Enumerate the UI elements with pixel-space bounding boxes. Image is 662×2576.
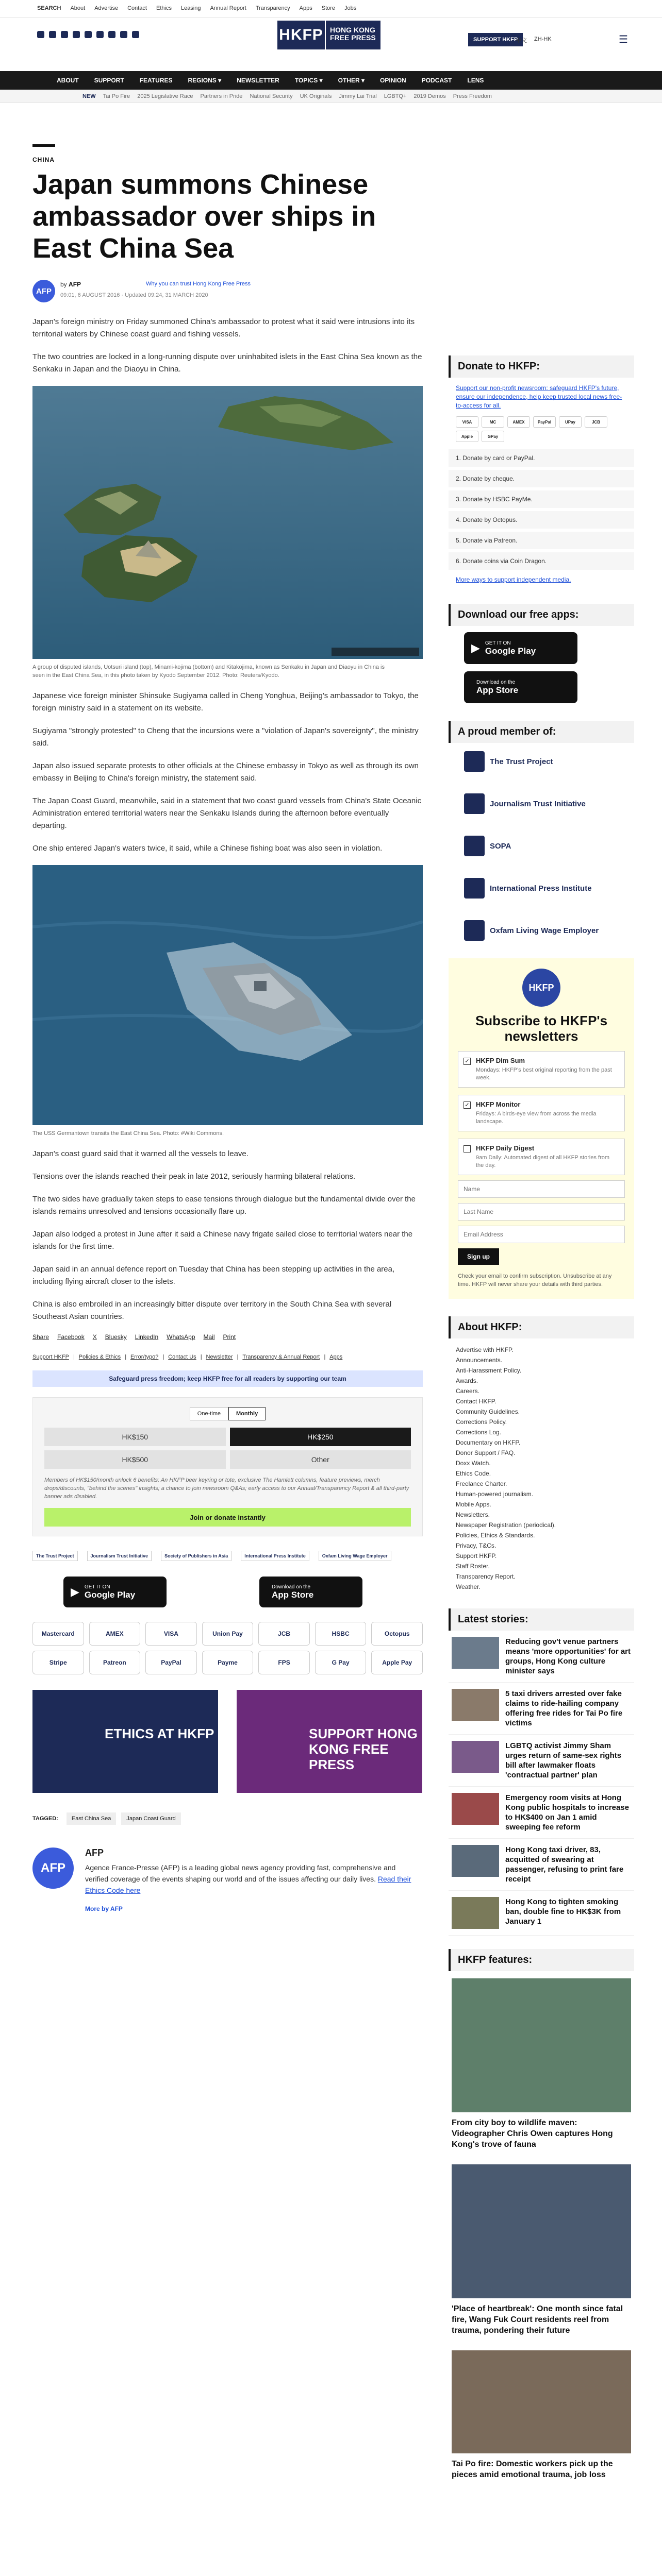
trending-item[interactable]: Press Freedom: [453, 93, 492, 99]
badge-bottom: Google Play: [485, 646, 536, 656]
story-item[interactable]: [449, 1891, 634, 1936]
about-link[interactable]: Mobile Apps.: [456, 1501, 491, 1508]
signup-button[interactable]: Sign up: [458, 1248, 499, 1265]
footer-link[interactable]: Transparency & Annual Report: [242, 1354, 320, 1360]
share-bar: [32, 1333, 423, 1341]
byline: [32, 280, 423, 306]
feature-item[interactable]: [449, 2343, 634, 2487]
donate-way[interactable]: 1. Donate by card or PayPal.: [449, 449, 634, 467]
about-link[interactable]: Weather.: [456, 1583, 481, 1590]
article-paragraph: The two sides have gradually taken steps to ease tensions through dialogue but the fundamental divide over the islands remains unresolved and tensions occasionally flare up.: [32, 1195, 416, 1216]
author-box: [32, 1848, 423, 1940]
pay-logo: Mastercard: [32, 1622, 84, 1646]
donate-way[interactable]: 5. Donate via Patreon.: [449, 532, 634, 549]
author-bio: [85, 1862, 415, 1896]
story-title[interactable]: LGBTQ activist Jimmy Sham urges return of same-sex rights bill after lawmaker floats 'contractual partner' plan: [505, 1741, 622, 1780]
about-link[interactable]: Corrections Log.: [456, 1429, 502, 1436]
footer-link[interactable]: Error/typo?: [130, 1354, 159, 1360]
story-title[interactable]: Hong Kong taxi driver, 83, acquitted of swearing at passenger, refusing to print fare receipt: [505, 1845, 624, 1884]
checkbox-unchecked[interactable]: [464, 1145, 471, 1153]
badge-top: GET IT ON: [485, 640, 511, 646]
join-donate-button[interactable]: Join or donate instantly: [44, 1508, 411, 1527]
newsletter-option-desc: Mondays: HKFP's best original reporting from the past week.: [476, 1067, 612, 1081]
pay-logo: VISA: [456, 416, 478, 428]
pay-logo: Apple Pay: [371, 1651, 423, 1674]
member-logo[interactable]: Oxfam Living Wage Employer: [319, 1551, 391, 1561]
top-link[interactable]: Ethics: [156, 5, 172, 11]
amount-option-selected[interactable]: HK$250: [230, 1428, 411, 1446]
donate-way[interactable]: 3. Donate by HSBC PayMe.: [449, 490, 634, 508]
badge-top: GET IT ON: [84, 1584, 110, 1590]
trending-item[interactable]: Tai Po Fire: [103, 93, 130, 99]
donate-ways: [449, 449, 634, 570]
top-link[interactable]: Annual Report: [210, 5, 246, 11]
telegram-icon[interactable]: [120, 31, 127, 38]
footer-link[interactable]: Apps: [329, 1354, 343, 1360]
article-paragraph: One ship entered Japan's waters twice, it said, while a Chinese fishing boat was also seen in violation.: [32, 844, 383, 853]
about-link[interactable]: Careers.: [456, 1387, 480, 1395]
article-paragraph: Tensions over the islands reached their peak in late 2012, seriously harming bilateral relations.: [32, 1172, 356, 1181]
donate-way[interactable]: 6. Donate coins via Coin Dragon.: [449, 552, 634, 570]
pay-logo: FPS: [258, 1651, 310, 1674]
pay-logo: AMEX: [507, 416, 530, 428]
newsletter-box: [449, 958, 634, 1299]
photo-caption: The USS Germantown transits the East China Sea. Photo: #Wiki Commons.: [32, 1130, 224, 1137]
top-link[interactable]: Transparency: [255, 5, 290, 11]
support-promo[interactable]: [237, 1690, 422, 1793]
about-link[interactable]: Support HKFP.: [456, 1552, 497, 1560]
about-link[interactable]: Policies, Ethics & Standards.: [456, 1532, 535, 1539]
member-perks: Members of HK$150/month unlock 6 benefits: An HKFP beer keyring or tote, exclusive The Hamlett columns, feature previews, merch drops/discounts, "behind the scenes" insights; a chance to join newsroom Q&As; early access to our Annual/Transparency Report & all third-party banner ads disabled.: [44, 1477, 409, 1500]
latest-heading: Latest stories:: [449, 1608, 634, 1631]
story-thumb: [452, 1845, 499, 1877]
top-link[interactable]: Contact: [127, 5, 147, 11]
nav-item-topics[interactable]: TOPICS ▾: [294, 77, 323, 84]
story-title[interactable]: Hong Kong to tighten smoking ban, double fine to HK$3K from January 1: [505, 1897, 621, 1926]
story-item[interactable]: [449, 1683, 634, 1735]
story-thumb: [452, 1689, 499, 1721]
member-oxfam[interactable]: [464, 916, 619, 945]
about-link[interactable]: Staff Roster.: [456, 1563, 490, 1570]
amount-option[interactable]: HK$500: [44, 1450, 226, 1469]
oxfam-icon: [464, 920, 485, 941]
about-link[interactable]: Contact HKFP.: [456, 1398, 496, 1405]
footer-link[interactable]: Contact Us: [168, 1354, 196, 1360]
story-item[interactable]: [449, 1839, 634, 1891]
pay-logo: MC: [482, 416, 504, 428]
pay-logo: AMEX: [89, 1622, 141, 1646]
story-title[interactable]: Emergency room visits at Hong Kong public hospitals to increase to HK$400 on Jan 1 amid sweeping fee reform: [505, 1793, 630, 1832]
footer-link[interactable]: Newsletter: [206, 1354, 233, 1360]
logo-name-line1: HONG KONG: [330, 26, 375, 34]
about-link[interactable]: Newspaper Registration (periodical).: [456, 1521, 556, 1529]
article-paragraph: Japanese vice foreign minister Shinsuke Sugiyama called in Cheng Yonghua, Beijing's ambassador to Tokyo, the foreign ministry said in a statement on its website.: [32, 691, 419, 713]
badge-bottom: App Store: [272, 1589, 314, 1600]
promo-title: ETHICS AT HKFP: [105, 1726, 214, 1741]
member-name: International Press Institute: [490, 884, 592, 893]
checkbox-checked[interactable]: ✓: [464, 1101, 471, 1109]
top-link[interactable]: Leasing: [180, 5, 201, 11]
about-link[interactable]: Privacy, T&Cs.: [456, 1542, 496, 1549]
pay-logo: Stripe: [32, 1651, 84, 1674]
name-input[interactable]: [458, 1180, 625, 1198]
newsletter-option[interactable]: [458, 1139, 625, 1175]
about-link[interactable]: Awards.: [456, 1377, 478, 1384]
about-section: [449, 1316, 634, 1598]
top-link[interactable]: Apps: [299, 5, 312, 11]
article-category[interactable]: CHINA: [32, 156, 55, 163]
freq-monthly[interactable]: Monthly: [228, 1407, 266, 1420]
author-avatar-large[interactable]: AFP: [32, 1848, 74, 1889]
google-play-badge[interactable]: [464, 632, 577, 664]
latest-stories: [449, 1608, 634, 1936]
top-link[interactable]: Jobs: [344, 5, 357, 11]
feature-image: [452, 2350, 631, 2453]
trending-item[interactable]: LGBTQ+: [384, 93, 407, 99]
article-date: 09:01, 6 AUGUST 2016 · Updated 09:24, 31 MARCH 2020: [60, 292, 208, 298]
about-link[interactable]: Advertise with HKFP.: [456, 1346, 514, 1353]
member-name: The Trust Project: [490, 757, 553, 766]
apps-heading: Download our free apps:: [449, 604, 634, 626]
member-sopa[interactable]: [464, 832, 619, 860]
trust-link[interactable]: Why you can trust Hong Kong Free Press: [146, 281, 251, 287]
member-name: SOPA: [490, 841, 511, 851]
byline-author: [60, 281, 81, 288]
donate-text: [449, 378, 634, 416]
story-title[interactable]: Reducing gov't venue partners means 'more opportunities' for art groups, Hong Kong culture minister says: [505, 1637, 631, 1675]
x-icon[interactable]: [49, 31, 56, 38]
donation-amounts: [44, 1428, 411, 1469]
newsletter-note: Check your email to confirm subscription. Unsubscribe at any time. HKFP will never share your details with third parties.: [458, 1273, 612, 1287]
article-paragraph: Japan's coast guard said that it warned all the vessels to leave.: [32, 1149, 249, 1158]
promo-banners: [32, 1690, 423, 1793]
tag[interactable]: East China Sea: [67, 1812, 116, 1825]
trust-project-icon: [464, 751, 485, 772]
photo-ship: [32, 865, 423, 1138]
share-x[interactable]: X: [92, 1333, 97, 1341]
sidebar-members: [449, 747, 634, 945]
more-by-author-link[interactable]: More by AFP: [85, 1905, 123, 1912]
jti-icon: [464, 793, 485, 814]
share-whatsapp[interactable]: WhatsApp: [167, 1333, 195, 1341]
member-logo[interactable]: International Press Institute: [241, 1551, 309, 1561]
threads-icon[interactable]: [73, 31, 80, 38]
article-tags: [32, 1812, 423, 1825]
share-facebook[interactable]: Facebook: [57, 1333, 85, 1341]
top-link[interactable]: Store: [321, 5, 336, 11]
pay-logo: JCB: [258, 1622, 310, 1646]
sidebar: [449, 355, 634, 2487]
author-avatar[interactable]: AFP: [32, 280, 55, 302]
pay-logo: HSBC: [315, 1622, 367, 1646]
story-thumb: [452, 1741, 499, 1773]
last-name-input[interactable]: [458, 1203, 625, 1221]
nav-item-podcast[interactable]: PODCAST: [421, 77, 452, 84]
feature-image: [452, 1978, 631, 2112]
member-jti[interactable]: [464, 789, 619, 818]
donate-link[interactable]: Support our non-profit newsroom: safeguard HKFP's future, ensure our independence, help keep trusted local news free-to-access for all.: [456, 384, 622, 409]
about-link[interactable]: Anti-Harassment Policy.: [456, 1367, 522, 1374]
article-paragraph: Japan also lodged a protest in June after it said a Chinese navy frigate sailed close to territorial waters near the islands for the first time.: [32, 1230, 413, 1251]
pay-logo: PayPal: [533, 416, 556, 428]
menu-icon[interactable]: ☰: [619, 34, 628, 45]
tags-label: TAGGED:: [32, 1816, 58, 1822]
about-list: [449, 1338, 634, 1598]
more-ways-link[interactable]: More ways to support independent media.: [456, 576, 571, 583]
islands-image: [32, 386, 423, 659]
story-thumb: [452, 1637, 499, 1669]
pay-logo: Apple: [456, 431, 478, 442]
badge-bottom: App Store: [476, 685, 519, 695]
badge-top: Download on the: [476, 679, 516, 685]
donate-box: [32, 1397, 423, 1536]
footer-link[interactable]: Policies & Ethics: [78, 1354, 121, 1360]
nav-item-lens[interactable]: LENS: [467, 77, 484, 84]
trending-item[interactable]: Jimmy Lai Trial: [339, 93, 377, 99]
photo-caption: A group of disputed islands, Uotsuri island (top), Minami-kojima (bottom) and Kitakojima, known as Senkaku in Japan and Diaoyu in China is seen in the East China Sea, in this photo taken by Kyodo September 2012. Photo: Reuters/Kyodo.: [32, 664, 385, 679]
top-bar: [0, 0, 662, 18]
nav-item-support[interactable]: SUPPORT: [94, 77, 124, 84]
trending-item[interactable]: National Security: [250, 93, 293, 99]
share-linkedin[interactable]: LinkedIn: [135, 1333, 159, 1341]
app-store-badge[interactable]: [259, 1577, 362, 1607]
about-link[interactable]: Human-powered journalism.: [456, 1490, 534, 1498]
mail-icon[interactable]: [108, 31, 115, 38]
members-heading: A proud member of:: [449, 721, 634, 743]
pay-logo: GPay: [482, 431, 504, 442]
feature-title[interactable]: Tai Po fire: Domestic workers pick up the pieces amid emotional trauma, job loss: [452, 2460, 613, 2479]
top-links: [37, 5, 356, 11]
donate-banner[interactable]: Safeguard press freedom; keep HKFP free for all readers by supporting our team: [32, 1370, 423, 1387]
separator: |: [73, 1354, 75, 1360]
donate-heading: Donate to HKFP:: [449, 355, 634, 378]
play-icon: ▶: [471, 641, 480, 654]
separator: |: [125, 1354, 126, 1360]
member-logo[interactable]: Journalism Trust Initiative: [87, 1551, 152, 1561]
ethics-promo[interactable]: [32, 1690, 218, 1793]
story-thumb: [452, 1793, 499, 1825]
share-print[interactable]: Print: [223, 1333, 236, 1341]
trending-bar: [0, 90, 662, 103]
about-link[interactable]: Donor Support / FAQ.: [456, 1449, 516, 1456]
article-paragraph: Japan's foreign ministry on Friday summoned China's ambassador to protest what it said were intrusions into its territorial waters by Chinese coast guard and fishing vessels.: [32, 317, 415, 338]
amount-option[interactable]: HK$150: [44, 1428, 226, 1446]
features-heading: HKFP features:: [449, 1949, 634, 1971]
badge-top: Download on the: [272, 1584, 311, 1590]
pay-logo: Union Pay: [202, 1622, 254, 1646]
support-hkfp-button[interactable]: SUPPORT HKFP: [468, 33, 523, 46]
newsletter-option[interactable]: [458, 1095, 625, 1131]
donation-frequency: [44, 1407, 411, 1420]
logo-name: [325, 21, 380, 49]
author-name[interactable]: AFP: [69, 281, 81, 288]
badge-bottom: Google Play: [84, 1589, 136, 1600]
article-paragraph: The two countries are locked in a long-running dispute over uninhabited islets in the East China Sea known as the Senkaku in Japan and the Diaoyu in China.: [32, 352, 422, 374]
article-paragraph: Japan also issued separate protests to other officials at the Chinese embassy in Tokyo as well as through its own embassy in Beijing to China's foreign ministry, the statement said.: [32, 761, 419, 783]
article-paragraph: China is also embroiled in an increasingly bitter dispute over territory in the South China Sea with several Southeast Asian countries.: [32, 1300, 392, 1321]
newsletter-logo: HKFP: [522, 969, 560, 1007]
feature-item[interactable]: [449, 2157, 634, 2343]
lang-zhhk[interactable]: ZH-HK: [534, 36, 552, 42]
story-thumb: [452, 1897, 499, 1929]
app-badges: [32, 1577, 423, 1607]
ship-image: [32, 865, 423, 1125]
trending-item[interactable]: 2025 Legislative Race: [137, 93, 193, 99]
member-logos: [32, 1551, 423, 1561]
about-link[interactable]: Ethics Code.: [456, 1470, 491, 1477]
newsletter-option-name: HKFP Monitor: [476, 1100, 521, 1108]
checkbox-checked[interactable]: ✓: [464, 1058, 471, 1065]
story-item[interactable]: [449, 1735, 634, 1787]
newsletter-option-name: HKFP Daily Digest: [476, 1144, 535, 1152]
nav-item-other[interactable]: OTHER ▾: [338, 77, 365, 84]
nav-item-features[interactable]: FEATURES: [139, 77, 173, 84]
share-mail[interactable]: Mail: [203, 1333, 215, 1341]
app-store-badge[interactable]: [464, 671, 577, 703]
newsletter-title: Subscribe to HKFP's newsletters: [475, 1013, 608, 1044]
sidebar-pay-logos: [449, 416, 634, 442]
about-link[interactable]: Transparency Report.: [456, 1573, 516, 1580]
donate-way[interactable]: 4. Donate by Octopus.: [449, 511, 634, 529]
footer-link[interactable]: Support HKFP: [32, 1354, 69, 1360]
feature-title[interactable]: From city boy to wildlife maven: Videographer Chris Owen captures Hong Kong's trove of fauna: [452, 2119, 613, 2149]
amount-option-other[interactable]: Other: [230, 1450, 411, 1469]
nav-item-about[interactable]: ABOUT: [57, 77, 79, 84]
search-link[interactable]: SEARCH: [37, 5, 61, 11]
promo-title: SUPPORT HONG KONG FREE PRESS: [309, 1726, 418, 1772]
article-paragraph: Sugiyama "strongly protested" to Cheng that the incursions were a "violation of Japan's sovereignty", the ministry said.: [32, 726, 419, 748]
member-trust-project[interactable]: [464, 747, 619, 776]
logo-abbr: HKFP: [277, 21, 325, 49]
newsletter-option-desc: Fridays: A birds-eye view from across the media landscape.: [476, 1111, 597, 1125]
member-logo[interactable]: Society of Publishers in Asia: [161, 1551, 231, 1561]
features-section: [449, 1949, 634, 2487]
article-title: Japan summons Chinese ambassador over ships in East China Sea: [32, 169, 376, 264]
title-rule: [32, 144, 55, 147]
about-link[interactable]: Announcements.: [456, 1357, 503, 1364]
about-heading: About HKFP:: [449, 1316, 634, 1338]
email-input[interactable]: [458, 1226, 625, 1243]
pay-logo: JCB: [585, 416, 607, 428]
instagram-icon[interactable]: [61, 31, 68, 38]
pay-logo: UPay: [559, 416, 582, 428]
freq-one-time[interactable]: One-time: [190, 1407, 228, 1420]
pay-logo: Payme: [202, 1651, 254, 1674]
donate-way[interactable]: 2. Donate by cheque.: [449, 470, 634, 487]
main-nav: [0, 71, 662, 90]
ethics-code-link[interactable]: Read their Ethics Code here: [85, 1875, 411, 1894]
separator: |: [200, 1354, 202, 1360]
youtube-icon[interactable]: [96, 31, 104, 38]
ipi-icon: [464, 878, 485, 899]
story-item[interactable]: [449, 1631, 634, 1683]
payment-methods: [32, 1622, 423, 1674]
article-footer-links: [32, 1354, 423, 1360]
newsletter-option-desc: 9am Daily: Automated digest of all HKFP stories from the day.: [476, 1155, 610, 1168]
nav-item-newsletter[interactable]: NEWSLETTER: [237, 77, 279, 84]
feature-item[interactable]: [449, 1971, 634, 2157]
logo-name-line2: FREE PRESS: [330, 33, 376, 42]
article-paragraph: The Japan Coast Guard, meanwhile, said in a statement that two coast guard vessels from China's State Oceanic Administration entered territorial waters near the Senkaku Islands during the afternoon before eventually departing.: [32, 796, 422, 830]
top-link[interactable]: About: [70, 5, 86, 11]
tag[interactable]: Japan Coast Guard: [121, 1812, 180, 1825]
about-link[interactable]: Community Guidelines.: [456, 1408, 520, 1415]
author-name[interactable]: AFP: [85, 1848, 104, 1858]
article: [32, 144, 423, 1940]
new-label: NEW: [82, 93, 96, 99]
article-paragraph: Japan said in an annual defence report on Tuesday that China has been stepping up activities in the area, including flying aircraft closer to the islets.: [32, 1265, 395, 1286]
nav-item-regions[interactable]: REGIONS ▾: [188, 77, 222, 84]
member-logo[interactable]: The Trust Project: [32, 1551, 78, 1561]
member-name: Journalism Trust Initiative: [490, 799, 586, 808]
pay-logo: VISA: [145, 1622, 197, 1646]
about-link[interactable]: Newsletters.: [456, 1511, 490, 1518]
language-switch: [516, 36, 552, 44]
separator: |: [162, 1354, 164, 1360]
story-item[interactable]: [449, 1787, 634, 1839]
member-ipi[interactable]: [464, 874, 619, 903]
about-link[interactable]: Documentary on HKFP.: [456, 1439, 521, 1446]
photo-islands: [32, 386, 423, 680]
facebook-icon[interactable]: [37, 31, 44, 38]
play-icon: ▶: [71, 1585, 79, 1598]
member-name: Oxfam Living Wage Employer: [490, 926, 599, 935]
separator: |: [324, 1354, 326, 1360]
story-title[interactable]: 5 taxi drivers arrested over fake claims to ride-hailing company offering free rides for Tai Po fire victims: [505, 1689, 623, 1727]
trending-item[interactable]: 2019 Demos: [413, 93, 446, 99]
byline-prefix: by: [60, 281, 67, 288]
pay-logo: Patreon: [89, 1651, 141, 1674]
pay-logo: PayPal: [145, 1651, 197, 1674]
nav-item-opinion[interactable]: OPINION: [380, 77, 406, 84]
about-link[interactable]: Corrections Policy.: [456, 1418, 507, 1426]
top-link[interactable]: Advertise: [94, 5, 119, 11]
separator: |: [237, 1354, 239, 1360]
sopa-icon: [464, 836, 485, 856]
about-link[interactable]: Freelance Charter.: [456, 1480, 507, 1487]
feature-title[interactable]: 'Place of heartbreak': One month since fatal fire, Wang Fuk Court residents reel from trauma, pondering their future: [452, 2304, 623, 2335]
feature-image: [452, 2164, 631, 2298]
sidebar-app-badges: [449, 632, 634, 703]
trending-item[interactable]: Partners in Pride: [200, 93, 243, 99]
share-label: Share: [32, 1333, 49, 1341]
author-bio-text: Agence France-Presse (AFP) is a leading global news agency providing fast, comprehensive and verified coverage of the events shaping our world and of the issues affecting our daily lives.: [85, 1863, 396, 1883]
lang-zh[interactable]: 中文: [516, 38, 527, 44]
site-logo[interactable]: [277, 21, 380, 49]
newsletter-option[interactable]: [458, 1051, 625, 1088]
pay-logo: Octopus: [371, 1622, 423, 1646]
google-play-badge[interactable]: [63, 1577, 167, 1607]
trending-item[interactable]: UK Originals: [300, 93, 332, 99]
whatsapp-icon[interactable]: [132, 31, 139, 38]
share-bluesky[interactable]: Bluesky: [105, 1333, 127, 1341]
pay-logo: G Pay: [315, 1651, 367, 1674]
newsletter-option-name: HKFP Dim Sum: [476, 1057, 525, 1064]
social-icons: [37, 31, 139, 38]
about-link[interactable]: Doxx Watch.: [456, 1460, 491, 1467]
bluesky-icon[interactable]: [85, 31, 92, 38]
